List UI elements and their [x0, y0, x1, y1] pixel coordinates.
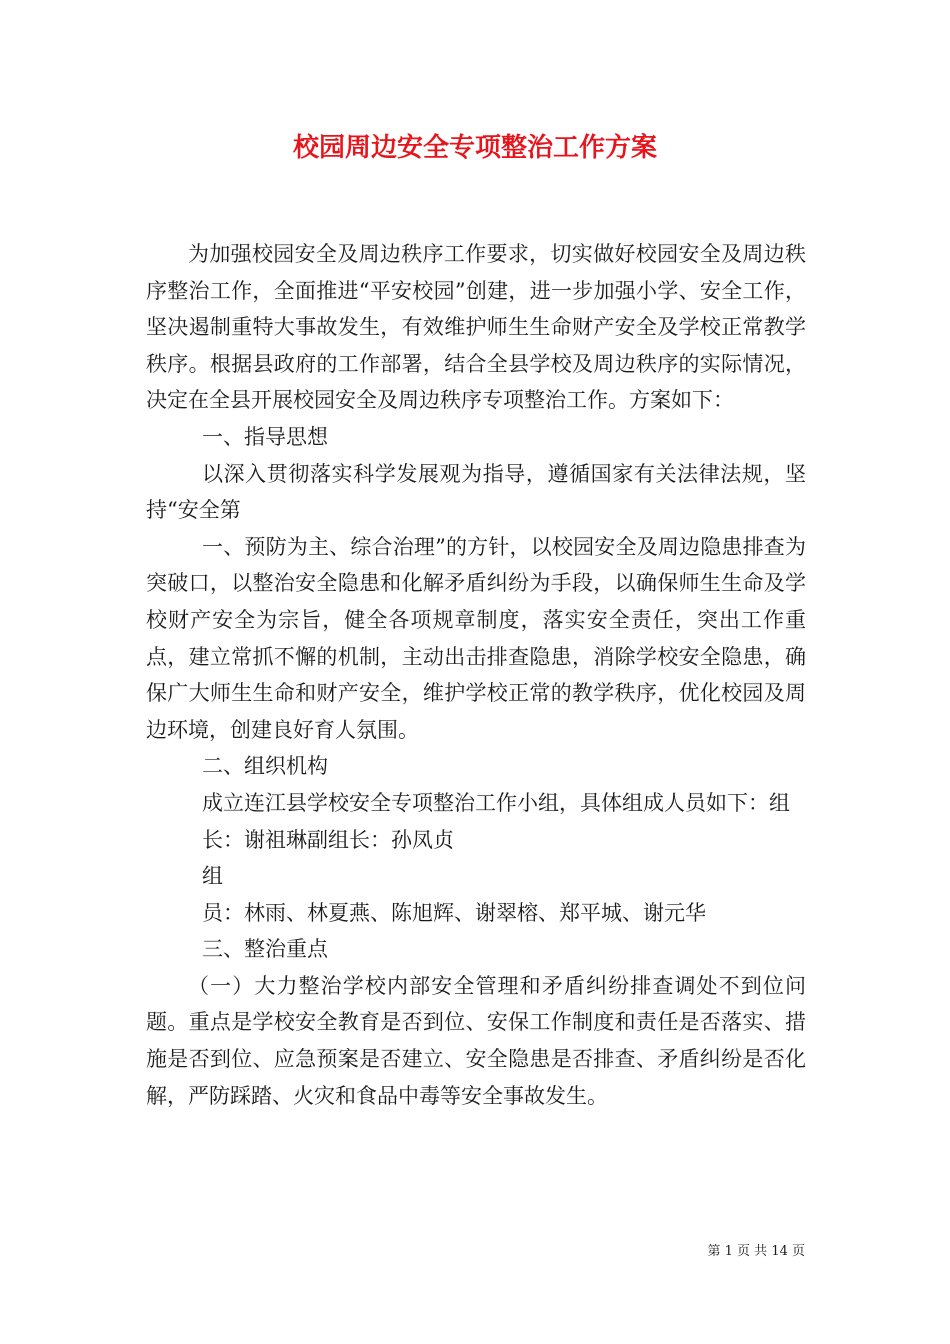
document-title: 校园周边安全专项整治工作方案: [292, 133, 657, 163]
paragraph-members-label: 组: [202, 864, 223, 889]
page-number-footer: 第 1 页 共 14 页: [707, 1244, 805, 1259]
heading-key-points: 三、整治重点: [202, 937, 328, 962]
paragraph-leader: 长：谢祖琳副组长：孙凤贞: [202, 827, 454, 852]
heading-guiding-ideology: 一、指导思想: [202, 424, 328, 449]
paragraph-guiding-2: 一、预防为主、综合治理”的方针，以校园安全及周边隐患排查为突破口，以整治安全隐患和化解矛盾纠纷为手段，以确保师生生命及学校财产安全为宗旨，健全各项规章制度，落实安全责任，突出工作重点，建立常抓不懈的机制，主动出击排查隐患，消除学校安全隐患，确保广大师生生命和财产安全，维护学校正常的教学秩序，优化校园及周边环境，创建良好育人氛围。: [146, 534, 806, 742]
paragraph-key-point-1: （一）大力整治学校内部安全管理和矛盾纠纷排查调处不到位问题。重点是学校安全教育是否到位、安保工作制度和责任是否落实、措施是否到位、应急预案是否建立、安全隐患是否排查、矛盾纠纷是否化解，严防踩踏、火灾和食品中毒等安全事故发生。: [146, 973, 806, 1108]
paragraph-members: 员：林雨、林夏燕、陈旭辉、谢翠榕、郑平城、谢元华: [202, 900, 706, 925]
paragraph-organization: 成立连江县学校安全专项整治工作小组，具体组成人员如下：组: [202, 790, 790, 815]
paragraph-guiding-1: 以深入贯彻落实科学发展观为指导，遵循国家有关法律法规，坚持“安全第: [146, 461, 806, 523]
heading-organization: 二、组织机构: [202, 754, 328, 779]
document-body: [146, 236, 806, 1114]
paragraph-intro: 为加强校园安全及周边秩序工作要求，切实做好校园安全及周边秩序整治工作，全面推进“平安校园”创建，进一步加强小学、安全工作，坚决遏制重特大事故发生，有效维护师生生命财产安全及学校正常教学秩序。根据县政府的工作部署，结合全县学校及周边秩序的实际情况，决定在全县开展校园安全及周边秩序专项整治工作。方案如下：: [146, 242, 806, 413]
